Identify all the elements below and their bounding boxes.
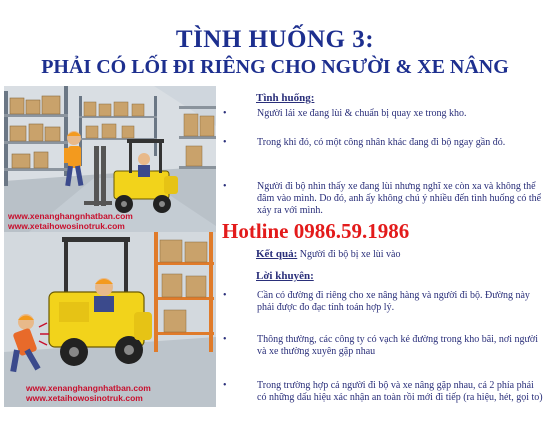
situation-item: Trong khi đó, có một công nhân khác đang đi bộ ngay gần đó. — [257, 137, 506, 148]
watermark-url: www.xetaihowosinotruk.com — [8, 221, 125, 231]
result-heading: Kết quả: — [256, 248, 298, 260]
advice-item: Cần có đường đi riêng cho xe nâng hàng và người đi bộ. Đường này phải được đo đạc tính toán hợp lý. — [257, 290, 530, 313]
bullet-marker: • — [223, 380, 227, 391]
advice-heading: Lời khuyên: — [256, 270, 314, 282]
situation-heading: Tình huống: — [256, 92, 315, 104]
result-line — [256, 248, 400, 261]
advice-item: Thông thường, các công ty có vạch kẻ đường trong kho bãi, nơi người và xe thường xuyên gặp nhau — [257, 334, 538, 357]
watermark-url: www.xenanghangnhatban.com — [26, 383, 151, 393]
result-text: Người đi bộ bị xe lùi vào — [299, 249, 401, 260]
page-subtitle: PHẢI CÓ LỐI ĐI RIÊNG CHO NGƯỜI & XE NÂNG — [41, 56, 509, 78]
bullet-marker: • — [223, 137, 227, 148]
hotline-banner: Hotline 0986.59.1986 — [222, 219, 410, 243]
advice-item: Trong trường hợp cả người đi bộ và xe nâng gặp nhau, cả 2 phía phải có những dấu hiệu xác nhận an toàn rồi mới đi tiếp (ra hiệu, hét, gọi to) — [257, 380, 543, 403]
bullet-marker: • — [223, 181, 227, 192]
situation-item: Người đi bộ nhìn thấy xe đang lùi nhưng nghĩ xe còn xa và không thể đâm vào mình. Do đó, anh ấy không chú ý nhiều đến tình huống có thể xảy ra với mình. — [257, 181, 542, 216]
page-title: TÌNH HUỐNG 3: — [175, 26, 375, 53]
bullet-marker: • — [223, 334, 227, 345]
situation-item: Người lái xe đang lùi & chuẩn bị quay xe trong kho. — [257, 108, 467, 119]
bullet-marker: • — [223, 290, 227, 301]
collision-illustration — [4, 232, 216, 407]
watermark-url: www.xenanghangnhatban.com — [8, 211, 133, 221]
watermark-url: www.xetaihowosinotruk.com — [26, 393, 143, 403]
bullet-marker: • — [223, 108, 227, 119]
